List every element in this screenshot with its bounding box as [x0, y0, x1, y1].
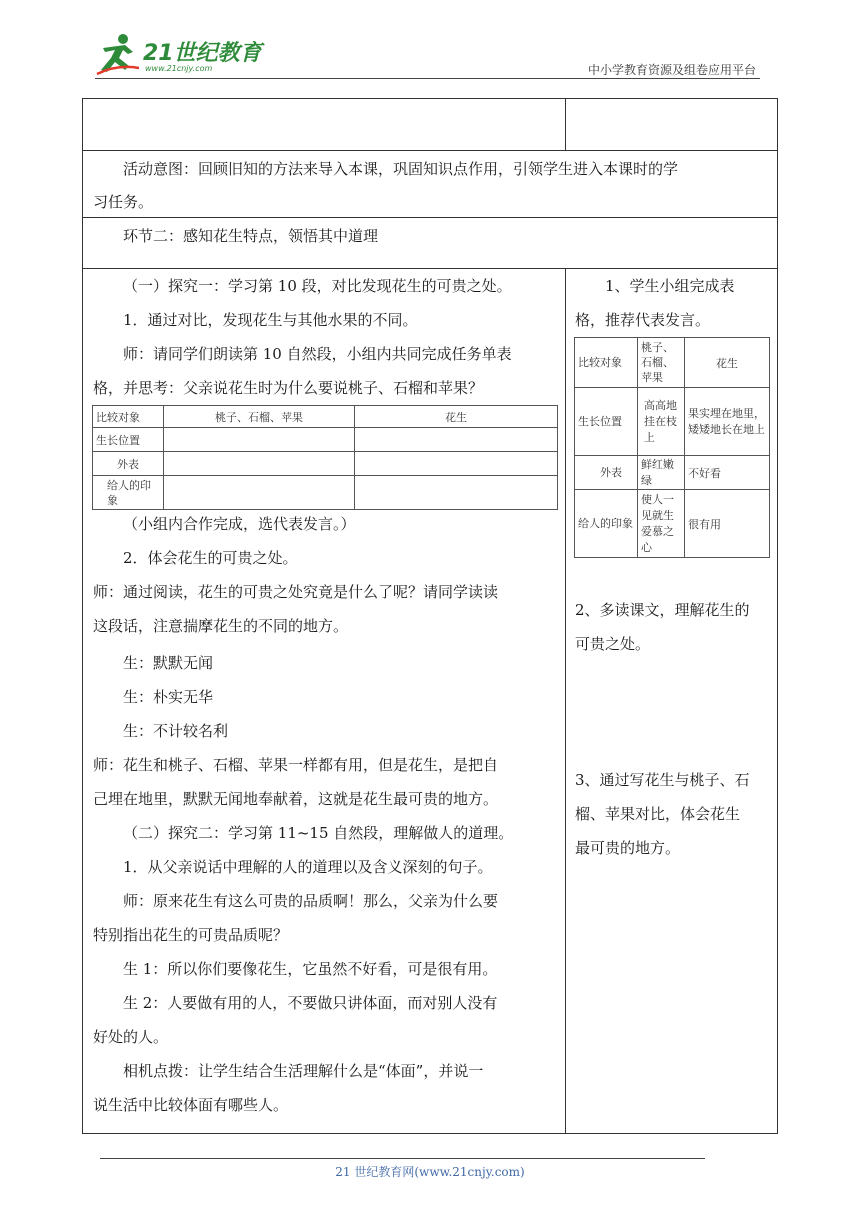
table-cell [355, 428, 558, 452]
table-header: 比较对象 [93, 406, 164, 428]
table-cell: 使人一见就生爱慕之心 [638, 490, 685, 558]
platform-name: 中小学教育资源及组卷应用平台 [587, 63, 756, 77]
table-row-label: 生长位置 [575, 388, 638, 456]
table-cell [164, 476, 355, 510]
table-row-label: 外表 [93, 452, 164, 476]
table-header: 花生 [685, 338, 770, 388]
table-cell: 很有用 [685, 490, 770, 558]
table-cell: 果实埋在地里，矮矮地长在地上 [685, 388, 770, 456]
column-divider [565, 268, 566, 1134]
table-cell [355, 476, 558, 510]
paragraph: 师：请同学们朗读第 10 自然段，小组内共同完成任务单表 [123, 345, 512, 363]
student-activity: 1、学生小组完成表 [605, 277, 735, 295]
paragraph: 1．从父亲说话中理解的人的道理以及含义深刻的句子。 [123, 858, 493, 876]
paragraph: 格，并思考：父亲说花生时为什么要说桃子、石榴和苹果？ [93, 379, 484, 397]
table-row-label: 生长位置 [93, 428, 164, 452]
table-row-label: 给人的印象 [93, 476, 164, 510]
table-cell [355, 452, 558, 476]
paragraph: 这段话，注意揣摩花生的不同的地方。 [93, 617, 349, 635]
paragraph: 师：花生和桃子、石榴、苹果一样都有用，但是花生，是把自 [93, 756, 499, 774]
logo-url: www.21cnjy.com [145, 64, 213, 73]
header-divider [95, 78, 760, 79]
logo [95, 30, 265, 80]
paragraph: 好处的人。 [93, 1028, 169, 1046]
table-header: 桃子、石榴、苹果 [638, 338, 685, 388]
row-divider [83, 150, 777, 151]
table-cell [164, 452, 355, 476]
activity-intent-cont: 习任务。 [93, 193, 154, 211]
paragraph: 生 2：人要做有用的人，不要做只讲体面，而对别人没有 [123, 994, 498, 1012]
table-row-label: 给人的印象 [575, 490, 638, 558]
paragraph: （小组内合作完成，选代表发言。） [123, 515, 356, 533]
page-header [0, 0, 860, 80]
student-activity: 2、多读课文，理解花生的 [575, 601, 750, 619]
table-header: 比较对象 [575, 338, 638, 388]
answer-table [574, 337, 770, 558]
student-activity: 可贵之处。 [575, 635, 651, 653]
table-row-label: 外表 [575, 456, 638, 490]
runner-icon [95, 32, 141, 76]
student-activity: 最可贵的地方。 [575, 839, 681, 857]
paragraph: 师：通过阅读，花生的可贵之处究竟是什么了呢？请同学读读 [93, 583, 499, 601]
paragraph: 1．通过对比，发现花生与其他水果的不同。 [123, 311, 418, 329]
paragraph: 2．体会花生的可贵之处。 [123, 549, 298, 567]
table-cell [164, 428, 355, 452]
paragraph: （二）探究二：学习第 11~15 自然段，理解做人的道理。 [123, 824, 514, 842]
paragraph: 生 1：所以你们要像花生，它虽然不好看，可是很有用。 [123, 960, 498, 978]
paragraph: （一）探究一：学习第 10 段，对比发现花生的可贵之处。 [123, 277, 512, 295]
paragraph: 己埋在地里，默默无闻地奉献着，这就是花生最可贵的地方。 [93, 790, 499, 808]
paragraph: 生：不计较名利 [123, 722, 229, 740]
task-table [92, 405, 558, 510]
activity-intent: 活动意图：回顾旧知的方法来导入本课，巩固知识点作用，引领学生进入本课时的学 [123, 160, 679, 178]
paragraph: 相机点拨：让学生结合生活理解什么是“体面”，并说一 [123, 1062, 484, 1080]
paragraph: 生：默默无闻 [123, 654, 214, 672]
table-header: 花生 [355, 406, 558, 428]
student-activity: 格，推荐代表发言。 [575, 311, 711, 329]
lesson-table [82, 98, 778, 1134]
logo-text: 21世纪教育 [143, 41, 262, 66]
table-cell: 不好看 [685, 456, 770, 490]
footer-link[interactable]: 21 世纪教育网(www.21cnjy.com) [335, 1165, 525, 1179]
table-header: 桃子、石榴、苹果 [164, 406, 355, 428]
footer-divider [100, 1158, 705, 1159]
student-activity: 3、通过写花生与桃子、石 [575, 771, 750, 789]
paragraph: 师：原来花生有这么可贵的品质啊！那么，父亲为什么要 [123, 892, 499, 910]
paragraph: 特别指出花生的可贵品质呢？ [93, 926, 289, 944]
table-cell: 高高地挂在枝上 [638, 388, 685, 456]
paragraph: 生：朴实无华 [123, 688, 214, 706]
section-title: 环节二：感知花生特点，领悟其中道理 [123, 227, 379, 245]
paragraph: 说生活中比较体面有哪些人。 [93, 1096, 289, 1114]
student-activity: 榴、苹果对比，体会花生 [575, 805, 741, 823]
row-divider [83, 217, 777, 218]
column-divider [565, 99, 566, 151]
table-cell: 鲜红嫩绿 [638, 456, 685, 490]
